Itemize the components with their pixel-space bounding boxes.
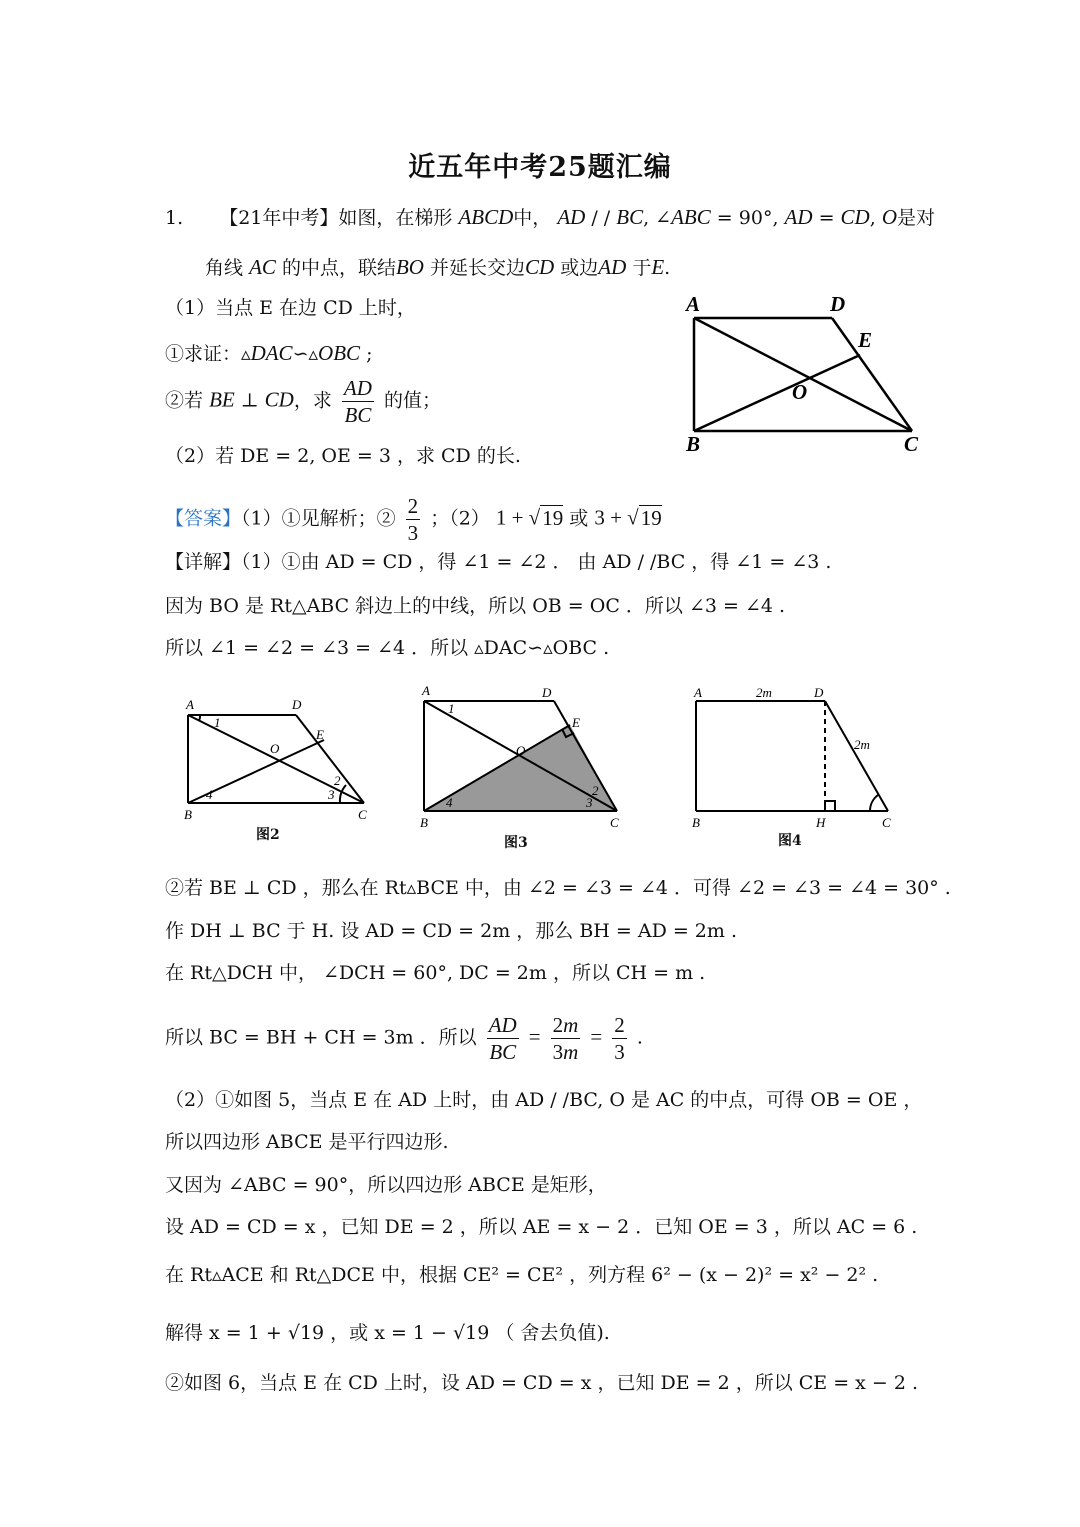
answer-text: ；（2） bbox=[430, 507, 490, 530]
q1b-mid: ，求 bbox=[293, 389, 332, 412]
angle-1: 1 bbox=[214, 715, 221, 730]
fig4-label-h: H bbox=[816, 815, 826, 830]
svg-text:A: A bbox=[694, 685, 702, 700]
svg-text:D: D bbox=[814, 685, 824, 700]
svg-text:C: C bbox=[882, 815, 891, 830]
page-title: 近五年中考25题汇编 bbox=[408, 152, 672, 183]
detail-line-8: （2）①如图 5，当点 E 在 AD 上时，由 AD / /BC, O 是 AC 的中点，可得 OB = OE ， bbox=[165, 1089, 923, 1111]
svg-text:B: B bbox=[184, 807, 192, 822]
label-B: B bbox=[686, 432, 701, 456]
stem-text: 于 bbox=[632, 257, 652, 279]
svg-text:1: 1 bbox=[448, 701, 455, 716]
label-C: C bbox=[904, 432, 919, 456]
fraction-2m-3m: $\frac{2m}{3m}$ bbox=[552, 1013, 579, 1064]
stem-text: 的中点，联结 bbox=[281, 257, 396, 279]
answer-line: 【答案】（1）①见解析；② $\frac{2}{3}$ ；（2） 1 + √19 或 3 + √19 bbox=[165, 494, 662, 545]
fraction-result: $\frac{AD}{BC}$ bbox=[488, 1013, 517, 1064]
q1b-suffix: 的值； bbox=[383, 389, 441, 412]
trapezoid-figure bbox=[680, 285, 930, 460]
detail-line-14: ②如图 6，当点 E 在 CD 上时，设 AD = CD = x ，已知 DE = 2 ，所以 CE = x − 2 . bbox=[165, 1372, 919, 1394]
problem-line-2: 角线 AC 的中点，联结BO 并延长交边CD 或边AD 于E. bbox=[205, 255, 671, 279]
detail-text: （1）①由 AD = CD ，得 ∠1 = ∠2 ． 由 AD / /BC ，得 ∠1 = ∠3 . bbox=[241, 551, 832, 573]
question-1b: ②若 BE ⊥ CD，求 $\frac{AD}{BC}$ 的值； bbox=[165, 376, 441, 427]
svg-text:4: 4 bbox=[446, 795, 453, 810]
figure-3 bbox=[412, 683, 632, 833]
detail-line-1 bbox=[165, 553, 831, 572]
question-1: （1）当点 E 在边 CD 上时， bbox=[165, 297, 416, 319]
detail-line-2: 因为 BO 是 Rt△ABC 斜边上的中线，所以 OB = OC ．所以 ∠3 = ∠4 . bbox=[165, 595, 786, 617]
detail-line-13: 解得 x = 1 + √19 ，或 x = 1 − √19 （ 舍去负值). bbox=[165, 1322, 610, 1344]
q1a-prefix: ①求证： bbox=[165, 343, 242, 365]
answer-fraction: $\frac{2}{3}$ bbox=[407, 494, 419, 545]
fig4-label-ad: 2m bbox=[756, 685, 772, 700]
svg-text:3: 3 bbox=[586, 795, 593, 810]
detail-text: 所以 BC = BH + CH = 3m ．所以 bbox=[165, 1026, 477, 1049]
problem-tag: 【21年中考】 bbox=[219, 207, 339, 229]
fig4-caption: 图4 bbox=[778, 833, 802, 849]
problem-number: 1. bbox=[165, 207, 184, 229]
angle-2: 2 bbox=[334, 773, 341, 788]
detail-label: 【详解】 bbox=[165, 551, 242, 573]
svg-text:O: O bbox=[516, 743, 526, 758]
answer-or: 或 bbox=[569, 507, 589, 530]
detail-line-9: 所以四边形 ABCE 是平行四边形. bbox=[165, 1131, 449, 1153]
detail-line-3: 所以 ∠1 = ∠2 = ∠3 = ∠4 ．所以 ▵DAC∽▵OBC . bbox=[165, 637, 610, 659]
detail-line-12: 在 Rt▵ACE 和 Rt△DCE 中，根据 CE² = CE² ，列方程 6² − (x − 2)² = x² − 2² . bbox=[165, 1264, 879, 1286]
svg-text:E: E bbox=[316, 727, 324, 742]
stem-text: 角线 bbox=[205, 257, 244, 279]
stem-text: 中， bbox=[513, 207, 552, 229]
detail-line-4: ②若 BE ⊥ CD ，那么在 Rt▵BCE 中，由 ∠2 = ∠3 = ∠4 ．可得 ∠2 = ∠3 = ∠4 = 30° . bbox=[165, 877, 951, 899]
figure-4 bbox=[688, 683, 898, 833]
svg-text:C: C bbox=[610, 815, 619, 830]
svg-text:A: A bbox=[422, 683, 430, 698]
figure-2 bbox=[178, 695, 378, 845]
svg-text:E: E bbox=[572, 715, 580, 730]
detail-line-6: 在 Rt△DCH 中， ∠DCH = 60°, DC = 2m ，所以 CH = m . bbox=[165, 962, 706, 984]
svg-text:C: C bbox=[358, 807, 367, 822]
svg-text:O: O bbox=[270, 741, 280, 756]
fig4-label-dc: 2m bbox=[854, 737, 870, 752]
fraction-2-3: $\frac{2}{3}$ bbox=[614, 1013, 625, 1064]
label-D: D bbox=[830, 292, 846, 316]
svg-text:D: D bbox=[292, 697, 302, 712]
answer-text: （1）①见解析；② bbox=[241, 507, 396, 530]
detail-line-11: 设 AD = CD = x ，已知 DE = 2 ，所以 AE = x − 2 ．已知 OE = 3 ，所以 AC = 6 . bbox=[165, 1216, 918, 1238]
detail-line-7: 所以 BC = BH + CH = 3m ．所以 $\frac{AD}{BC}$ = $\frac{2m}{3m}$ = $\frac{2}{3}$ . bbox=[165, 1013, 643, 1064]
stem-text: 并延长交边 bbox=[430, 257, 526, 279]
q1b-prefix: ②若 bbox=[165, 389, 204, 412]
question-2: （2）若 DE = 2, OE = 3 ，求 CD 的长. bbox=[165, 445, 521, 467]
angle-4: 4 bbox=[206, 787, 213, 802]
svg-text:2: 2 bbox=[592, 783, 599, 798]
svg-text:D: D bbox=[542, 685, 552, 700]
angle-3: 3 bbox=[328, 787, 335, 802]
label-A: A bbox=[686, 292, 701, 316]
fig3-caption: 图3 bbox=[504, 835, 528, 851]
problem-line-1: 1. 【21年中考】如图，在梯形 ABCD中， AD / / BC, ∠ABC = 90°, AD = CD, O是对 bbox=[165, 205, 935, 229]
detail-line-10: 又因为 ∠ABC = 90°，所以四边形 ABCE 是矩形， bbox=[165, 1174, 607, 1196]
label-E: E bbox=[858, 328, 873, 352]
stem-text: 或边 bbox=[560, 257, 599, 279]
label-O: O bbox=[792, 380, 808, 404]
answer-label: 【答案】 bbox=[165, 507, 242, 530]
svg-text:B: B bbox=[420, 815, 428, 830]
fraction-ad-bc: $\frac{AD}{BC}$ bbox=[343, 376, 372, 427]
fig2-caption: 图2 bbox=[256, 827, 280, 843]
detail-line-5: 作 DH ⊥ BC 于 H. 设 AD = CD = 2m ，那么 BH = AD = 2m . bbox=[165, 920, 737, 942]
svg-text:B: B bbox=[692, 815, 700, 830]
svg-text:A: A bbox=[186, 697, 194, 712]
stem-text: 是对 bbox=[896, 207, 935, 229]
stem-text: 如图，在梯形 bbox=[338, 207, 453, 229]
question-1a: ①求证：▵DAC∽▵OBC ; bbox=[165, 341, 373, 365]
